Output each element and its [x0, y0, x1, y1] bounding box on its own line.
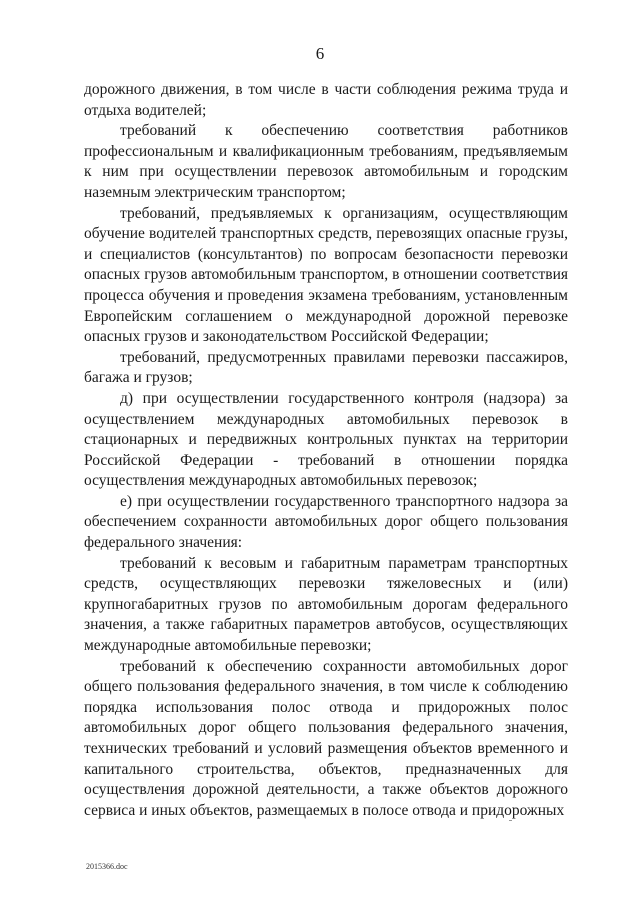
document-body	[84, 80, 568, 821]
document-filename: 2015366.doc	[86, 862, 128, 871]
paragraph-2: требований к обеспечению соответствия работников профессиональным и квалификационным требованиям, предъявляемым к ним при осуществлении перевозок автомобильным и городским наземным электрическим транспортом;	[84, 122, 568, 201]
paragraph-6: е) при осуществлении государственного транспортного надзора за обеспечением сохранности автомобильных дорог общего пользования федерального значения:	[84, 492, 568, 552]
paragraph-8: требований к обеспечению сохранности автомобильных дорог общего пользования федерального значения, в том числе к соблюдению порядка использования полос отвода и придорожных полос автомобильных дорог общего пользования федерального значения, технических требований и условий размещения объектов временного и капитального строительства, объектов, предназначенных для осуществления дорожной деятельности, а также объектов дорожного сервиса и иных объектов, размещаемых в полосе отвода и придорожных	[84, 657, 568, 819]
scan-mark	[509, 820, 512, 821]
paragraph-3: требований, предъявляемых к организациям, осуществляющим обучение водителей транспортных средств, перевозящих опасные грузы, и специалистов (консультантов) по вопросам безопасности перевозки опасных грузов автомобильным транспортом, в отношении соответствия процесса обучения и проведения экзамена требованиям, установленным Европейским соглашением о международной дорожной перевозке опасных грузов и законодательством Российской Федерации;	[84, 204, 568, 346]
paragraph-4: требований, предусмотренных правилами перевозки пассажиров, багажа и грузов;	[84, 348, 568, 387]
paragraph-7: требований к весовым и габаритным параметрам транспортных средств, осуществляющих перевозки тяжеловесных и (или) крупногабаритных грузов по автомобильным дорогам федерального значения, а также габаритных параметров автобусов, осуществляющих международные автомобильные перевозки;	[84, 554, 568, 655]
page-number: 6	[315, 44, 325, 63]
paragraph-1: дорожного движения, в том числе в части соблюдения режима труда и отдыха водителей;	[84, 81, 568, 119]
paragraph-5: д) при осуществлении государственного контроля (надзора) за осуществлением международных автомобильных перевозок в стационарных и передвижных контрольных пунктах на территории Российской Федерации - требований в отношении порядка осуществления международных автомобильных перевозок;	[84, 389, 568, 490]
